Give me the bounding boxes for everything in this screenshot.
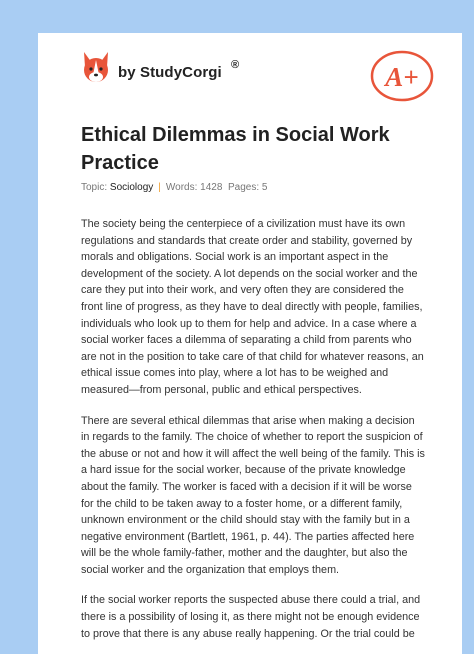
meta-separator: |	[158, 182, 161, 193]
corgi-logo-icon	[81, 50, 111, 84]
brand-name[interactable]: by StudyCorgi	[118, 64, 222, 81]
paragraph: If the social worker reports the suspected abuse there could a trial, and there is a possibility of losing it, as there might not be enough evidence to prove that there is any abuse really happening. Or the trial could be	[81, 594, 421, 640]
paragraph: There are several ethical dilemmas that arise when making a decision in regards to the family. The choice of whether to report the suspicion of the abuse or not and how it will affect the well being of the family. This is a hard issue for the social worker, because of the private knowledge about the family. The worker is faced with a decision if it will be worse for the child to be taken away to a foster home, or a different family, unknown environment or the child should stay with the family but in a negative environment (Bartlett, 1961, p. 44). The parties affected here will be the whole family-father, mother and the daughter, but also the social worker and the organization that employs them.	[81, 414, 425, 576]
document-body	[81, 216, 426, 654]
registered-mark: ®	[231, 59, 240, 71]
document-meta	[81, 182, 267, 193]
pages-count: 5	[261, 182, 268, 193]
document-page	[38, 33, 462, 654]
paragraph: The society being the centerpiece of a civilization must have its own regulations and standards that create order and stability, governed by morals and obligations. Social work is an important aspect in the development of the society. A lot depends on the social worker and the care they put into their work, and very often they are considered the front line of progress, as they have to deal directly with people, families, individuals who look up to them for help and advice. In a case where a social worker faces a dilemma of separating a child from parents who are not in the position to take care of that child for whatever reasons, an ethical issue comes into play, where a lot has to be weighed and measured—from personal, public and ethical perspectives.	[81, 218, 424, 396]
a-plus-grade-icon	[366, 45, 440, 105]
topic-label: Topic:	[81, 182, 108, 193]
pages-label: Pages:	[227, 182, 260, 193]
words-label: Words:	[165, 182, 198, 193]
document-title: Ethical Dilemmas in Social Work Practice	[81, 124, 390, 174]
grade-text: A+	[385, 62, 419, 92]
words-count: 1428	[200, 182, 223, 193]
topic-link[interactable]: Sociology	[109, 182, 154, 193]
